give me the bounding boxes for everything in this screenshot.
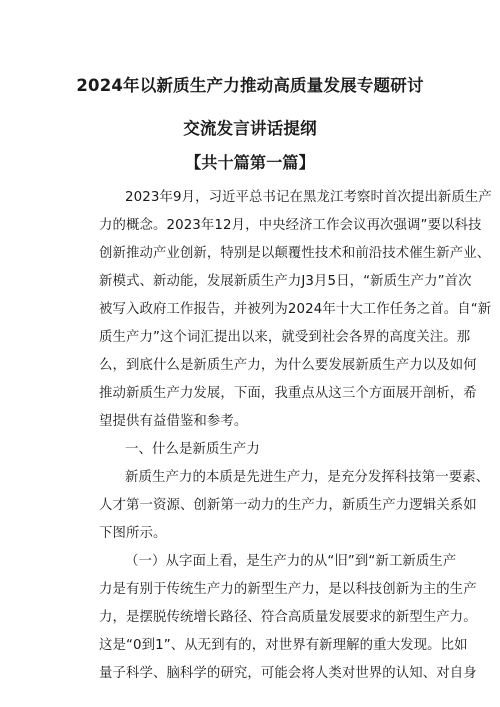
paragraph-line: 创新推动产业创新，特别是以颠覆性技术和前沿技术催生新产业、 <box>99 246 491 261</box>
paragraph-line: 这是“0到1”、从无到有的，对世界有新理解的重大发现。比如 <box>99 638 468 653</box>
paragraph-line: 量子科学、脑科学的研究，可能会将人类对世界的认知、对自身 <box>99 666 477 681</box>
paragraph-line: 推动新质生产力发展，下面，我重点从这三个方面展开剖析，希 <box>99 386 477 401</box>
paragraph-line: 力是有别于传统生产力的新型生产力，是以科技创新为主的生产 <box>99 582 477 597</box>
document-title-line-2: 交流发言讲话提纲 <box>183 119 317 138</box>
paragraph-line: 2023年9月，习近平总书记在黑龙江考察时首次提出新质生产 <box>125 190 492 205</box>
paragraph-line: 质生产力”这个词汇提出以来，就受到社会各界的高度关注。那 <box>99 330 471 345</box>
paragraph-line: 么，到底什么是新质生产力，为什么要发展新质生产力以及如何 <box>99 358 477 373</box>
document-title: 2024年以新质生产力推动高质量发展专题研讨 <box>76 76 424 95</box>
paragraph-line: 望提供有益借鉴和参考。 <box>99 414 248 429</box>
paragraph-line: 新质生产力的本质是先进生产力，是充分发挥科技第一要素、 <box>125 470 490 485</box>
paragraph-line: 被写入政府工作报告，并被列为2024年十大工作任务之首。自“新 <box>99 302 492 317</box>
subsection-heading: （一）从字面上看，是生产力的从“旧”到“新工新质生产 <box>125 554 457 569</box>
paragraph-line: 新模式、新动能，发展新质生产力J3月5日，“新质生产力”首次 <box>99 274 472 289</box>
document-subtitle: 【共十篇第一篇】 <box>185 153 315 172</box>
section-heading: 一、什么是新质生产力 <box>125 442 260 457</box>
paragraph-line: 力，是摆脱传统增长路径、符合高质量发展要求的新型生产力。 <box>99 610 477 625</box>
paragraph-line: 下图所示。 <box>99 526 167 541</box>
paragraph-line: 力的概念。2023年12月，中央经济工作会议再次强调”要以科技 <box>99 218 482 233</box>
paragraph-line: 人才第一资源、创新第一动力的生产力，新质生产力逻辑关系如 <box>99 498 477 513</box>
